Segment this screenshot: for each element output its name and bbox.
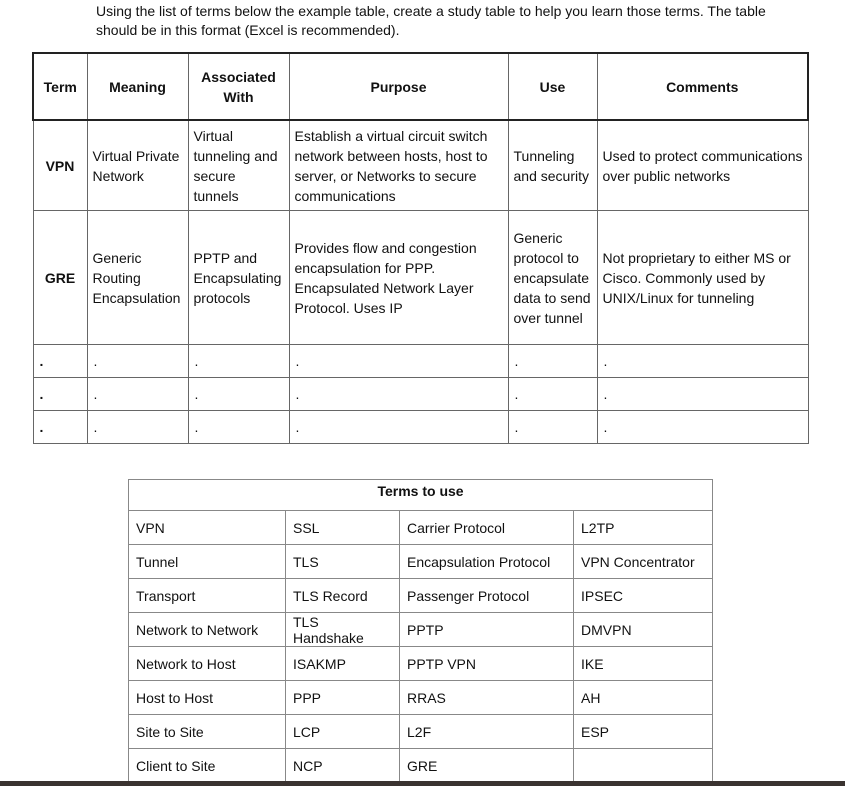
study-row-placeholder — [33, 411, 808, 444]
term-cell: L2TP — [574, 511, 713, 545]
terms-table — [128, 479, 713, 783]
term-cell: ESP — [574, 715, 713, 749]
term-cell: TLS Record — [286, 579, 400, 613]
term-cell: VPN — [129, 511, 286, 545]
cell-meaning: . — [87, 345, 188, 378]
cell-purpose: Provides flow and congestion encapsulation for PPP. Encapsulated Network Layer Protocol. Uses IP — [289, 211, 508, 345]
header-meaning: Meaning — [87, 53, 188, 120]
terms-row — [129, 511, 713, 545]
term-cell: IPSEC — [574, 579, 713, 613]
header-comments: Comments — [597, 53, 808, 120]
cell-term: . — [33, 378, 87, 411]
cell-use: . — [508, 411, 597, 444]
terms-row — [129, 647, 713, 681]
term-cell: Passenger Protocol — [400, 579, 574, 613]
cell-term: GRE — [33, 211, 87, 345]
cell-meaning: . — [87, 411, 188, 444]
cell-comments: . — [597, 378, 808, 411]
terms-row — [129, 749, 713, 783]
cell-associated-with: . — [188, 378, 289, 411]
term-cell: IKE — [574, 647, 713, 681]
cell-term: . — [33, 345, 87, 378]
term-cell: PPTP VPN — [400, 647, 574, 681]
cell-comments: . — [597, 411, 808, 444]
cell-use: . — [508, 378, 597, 411]
term-cell: Transport — [129, 579, 286, 613]
term-cell: DMVPN — [574, 613, 713, 647]
bottom-edge-strip — [0, 781, 845, 786]
terms-title: Terms to use — [129, 480, 713, 511]
terms-row — [129, 681, 713, 715]
cell-associated-with: . — [188, 411, 289, 444]
terms-title-row — [129, 480, 713, 511]
term-cell: L2F — [400, 715, 574, 749]
term-cell: LCP — [286, 715, 400, 749]
cell-comments: Not proprietary to either MS or Cisco. Commonly used by UNIX/Linux for tunneling — [597, 211, 808, 345]
cell-purpose: . — [289, 411, 508, 444]
cell-use: Tunneling and security — [508, 120, 597, 211]
term-cell: GRE — [400, 749, 574, 783]
term-cell: Site to Site — [129, 715, 286, 749]
cell-meaning: Virtual Private Network — [87, 120, 188, 211]
cell-associated-with: Virtual tunneling and secure tunnels — [188, 120, 289, 211]
terms-row — [129, 545, 713, 579]
term-cell: Network to Network — [129, 613, 286, 647]
cell-associated-with: . — [188, 345, 289, 378]
term-cell: RRAS — [400, 681, 574, 715]
cell-purpose: . — [289, 378, 508, 411]
study-row-placeholder — [33, 378, 808, 411]
term-cell: Encapsulation Protocol — [400, 545, 574, 579]
term-cell — [574, 749, 713, 783]
header-associated-with: Associated With — [188, 53, 289, 120]
term-cell: Tunnel — [129, 545, 286, 579]
term-cell: Client to Site — [129, 749, 286, 783]
terms-row — [129, 613, 713, 647]
cell-purpose: Establish a virtual circuit switch network between hosts, host to server, or Networks to secure communications — [289, 120, 508, 211]
cell-meaning: Generic Routing Encapsulation — [87, 211, 188, 345]
study-row-gre — [33, 211, 808, 345]
cell-term: . — [33, 411, 87, 444]
instructions-text: Using the list of terms below the example table, create a study table to help you learn those terms. The table should be in this format (Excel is recommended). — [96, 3, 766, 38]
term-cell: SSL — [286, 511, 400, 545]
term-cell: TLS Handshake — [286, 613, 400, 647]
study-table — [32, 52, 809, 444]
terms-row — [129, 715, 713, 749]
cell-comments: Used to protect communications over public networks — [597, 120, 808, 211]
study-table-header-row — [33, 53, 808, 120]
cell-comments: . — [597, 345, 808, 378]
terms-row — [129, 579, 713, 613]
cell-use: Generic protocol to encapsulate data to send over tunnel — [508, 211, 597, 345]
cell-meaning: . — [87, 378, 188, 411]
term-cell: AH — [574, 681, 713, 715]
term-cell: VPN Concentrator — [574, 545, 713, 579]
header-term: Term — [33, 53, 87, 120]
term-cell: PPTP — [400, 613, 574, 647]
term-cell: NCP — [286, 749, 400, 783]
cell-term: VPN — [33, 120, 87, 211]
cell-purpose: . — [289, 345, 508, 378]
cell-associated-with: PPTP and Encapsulating protocols — [188, 211, 289, 345]
study-row-placeholder — [33, 345, 808, 378]
term-cell: PPP — [286, 681, 400, 715]
term-cell: Host to Host — [129, 681, 286, 715]
term-cell: ISAKMP — [286, 647, 400, 681]
header-use: Use — [508, 53, 597, 120]
study-row-vpn — [33, 120, 808, 211]
cell-use: . — [508, 345, 597, 378]
term-cell: TLS — [286, 545, 400, 579]
term-cell: Network to Host — [129, 647, 286, 681]
term-cell: Carrier Protocol — [400, 511, 574, 545]
header-purpose: Purpose — [289, 53, 508, 120]
